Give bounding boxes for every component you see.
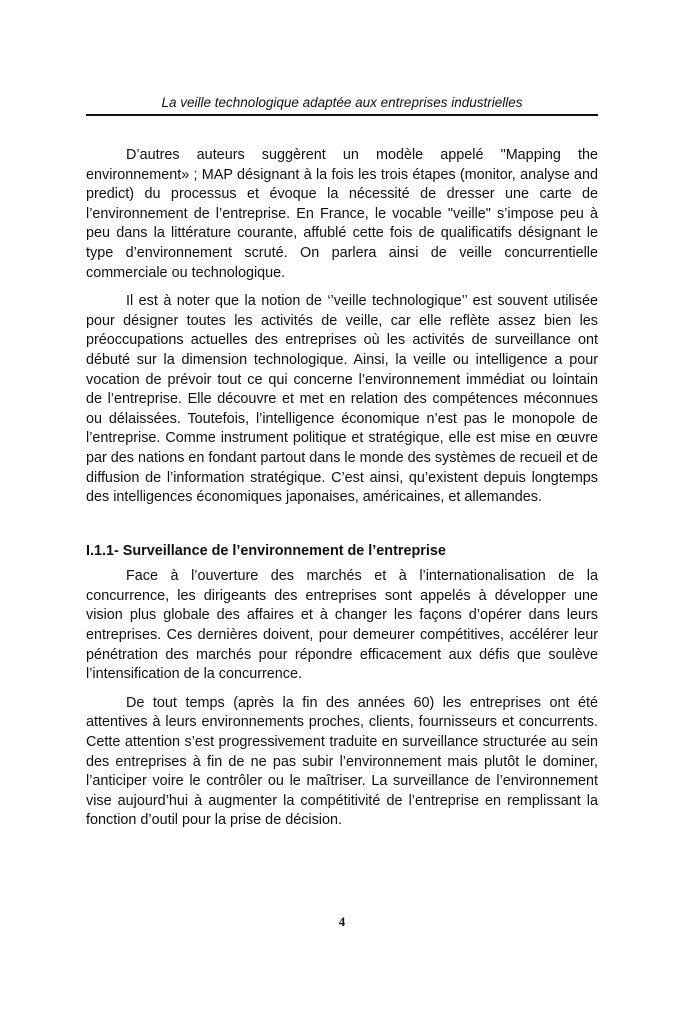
body-text (86, 146, 598, 831)
header-rule (86, 114, 598, 116)
running-header: La veille technologique adaptée aux entreprises industrielles (161, 95, 523, 110)
paragraph-mapping-environment: D’autres auteurs suggèrent un modèle appelé "Mapping the environnement» ; MAP désignant à la fois les trois étapes (monitor, analyse and predict) du processus et évoque la nécessité de dresser une carte de l’environnement de l’entreprise. En France, le vocable "veille" s’impose peu à peu dans la littérature courante, affublé cette fois de qualificatifs désignant le type d’environnement scruté. On parlera ainsi de veille concurrentielle commerciale ou technologique. (86, 147, 598, 281)
section-heading: I.1.1- Surveillance de l’environnement de l’entreprise (86, 542, 446, 559)
paragraph-ouverture-marches: Face à l’ouverture des marchés et à l’internationalisation de la concurrence, les dirigeants des entreprises sont appelés à développer une vision plus globale des affaires et à changer les façons d’opérer dans leurs entreprises. Ces dernières doivent, pour demeurer compétitives, accélérer leur pénétration des marchés pour répondre efficacement aux défis que soulève l’intensification de la concurrence. (86, 568, 598, 683)
paragraph-de-tout-temps: De tout temps (après la fin des années 60) les entreprises ont été attentives à leurs environnements proches, clients, fournisseurs et concurrents. Cette attention s’est progressivement traduite en surveillance structurée au sein des entreprises à fin de ne pas subir l’environnement mais plutôt le dominer, l’anticiper voire le contrôler ou le maîtriser. La surveillance de l’environnement vise aujourd’hui à augmenter la compétitivité de l’entreprise en remplissant la fonction d’outil pour la prise de décision. (86, 694, 598, 829)
paragraph-veille-technologique: Il est à noter que la notion de ‘’veille technologique’’ est souvent utilisée pour désigner toutes les activités de veille, car elle reflète assez bien les préoccupations actuelles des entreprises où les activités de surveillance ont débuté sur la dimension technologique. Ainsi, la veille ou intelligence a pour vocation de prévoir tout ce qui concerne l’environnement immédiat ou lointain de l’entreprise. Elle découvre et met en relation des compétences méconnues ou délaissées. Toutefois, l’intelligence économique n’est pas le monopole de l’entreprise. Comme instrument politique et stratégique, elle est mise en œuvre par des nations en fondant partout dans le monde des systèmes de recueil et de diffusion de l’information stratégique. C’est ainsi, qu’existent depuis longtemps des intelligences économiques japonaises, américaines, et allemandes. (86, 293, 598, 506)
page-number: 4 (338, 914, 346, 929)
